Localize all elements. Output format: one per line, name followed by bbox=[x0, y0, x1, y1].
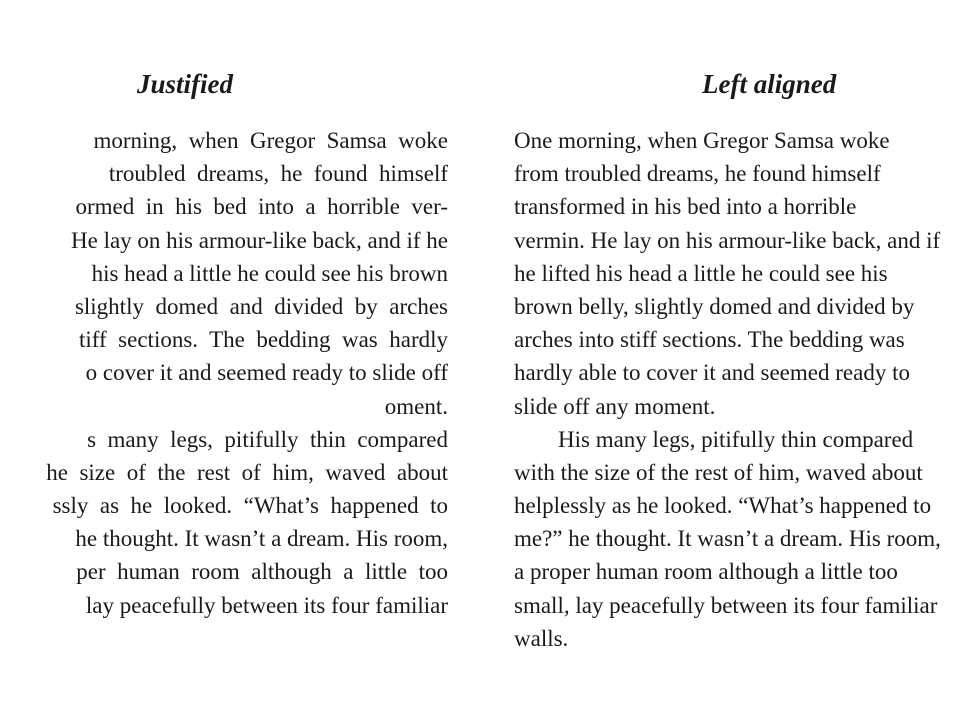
text-line: slightly domed and divided by arches bbox=[74, 293, 448, 319]
justified-heading: Justified bbox=[137, 69, 234, 99]
text-line: a proper human room although a little too bbox=[514, 559, 898, 585]
text-line: o cover it and seemed ready to slide off bbox=[85, 360, 448, 386]
text-line: from troubled dreams, he found himself bbox=[514, 161, 881, 187]
text-line: transformed in his bed into a horrible bbox=[514, 194, 857, 220]
text-line: per human room although a little too bbox=[76, 559, 448, 585]
text-line: me?” he thought. It wasn’t a dream. His room, bbox=[514, 526, 941, 552]
text-line: his head a little he could see his brown bbox=[91, 260, 448, 286]
text-line: ssly as he looked. “What’s happened to bbox=[52, 493, 448, 519]
justified-text bbox=[46, 124, 448, 622]
left-aligned-text bbox=[514, 124, 941, 655]
text-line: he thought. It wasn’t a dream. His room, bbox=[75, 526, 448, 552]
text-line: helplessly as he looked. “What’s happened to bbox=[514, 493, 932, 519]
text-line: morning, when Gregor Samsa woke bbox=[93, 128, 448, 153]
text-line: s many legs, pitifully thin compared bbox=[87, 426, 448, 452]
text-line: vermin. He lay on his armour-like back, and if bbox=[514, 227, 941, 253]
left-aligned-column bbox=[514, 0, 960, 720]
text-line: hardly able to cover it and seemed ready to bbox=[514, 360, 910, 386]
text-line: slide off any moment. bbox=[514, 393, 716, 419]
text-line: he lifted his head a little he could see his bbox=[514, 260, 888, 286]
text-line: arches into stiff sections. The bedding was bbox=[514, 327, 905, 353]
text-line: brown belly, slightly domed and divided by bbox=[514, 293, 915, 319]
text-line: he size of the rest of him, waved about bbox=[46, 459, 448, 485]
text-line: oment. bbox=[384, 393, 448, 419]
justified-column bbox=[0, 0, 448, 720]
text-line: troubled dreams, he found himself bbox=[108, 161, 448, 187]
text-line: ormed in his bed into a horrible ver- bbox=[75, 194, 448, 220]
text-line: lay peacefully between its four familiar bbox=[85, 592, 448, 618]
text-line: tiff sections. The bedding was hardly bbox=[79, 327, 448, 353]
text-line: He lay on his armour-like back, and if he bbox=[71, 227, 448, 253]
text-line: walls. bbox=[514, 625, 569, 651]
text-line: small, lay peacefully between its four familiar bbox=[514, 592, 938, 618]
text-line: with the size of the rest of him, waved about bbox=[514, 459, 923, 485]
text-line: His many legs, pitifully thin compared bbox=[558, 426, 914, 452]
text-line: One morning, when Gregor Samsa woke bbox=[514, 128, 890, 153]
left-aligned-heading: Left aligned bbox=[702, 69, 837, 99]
